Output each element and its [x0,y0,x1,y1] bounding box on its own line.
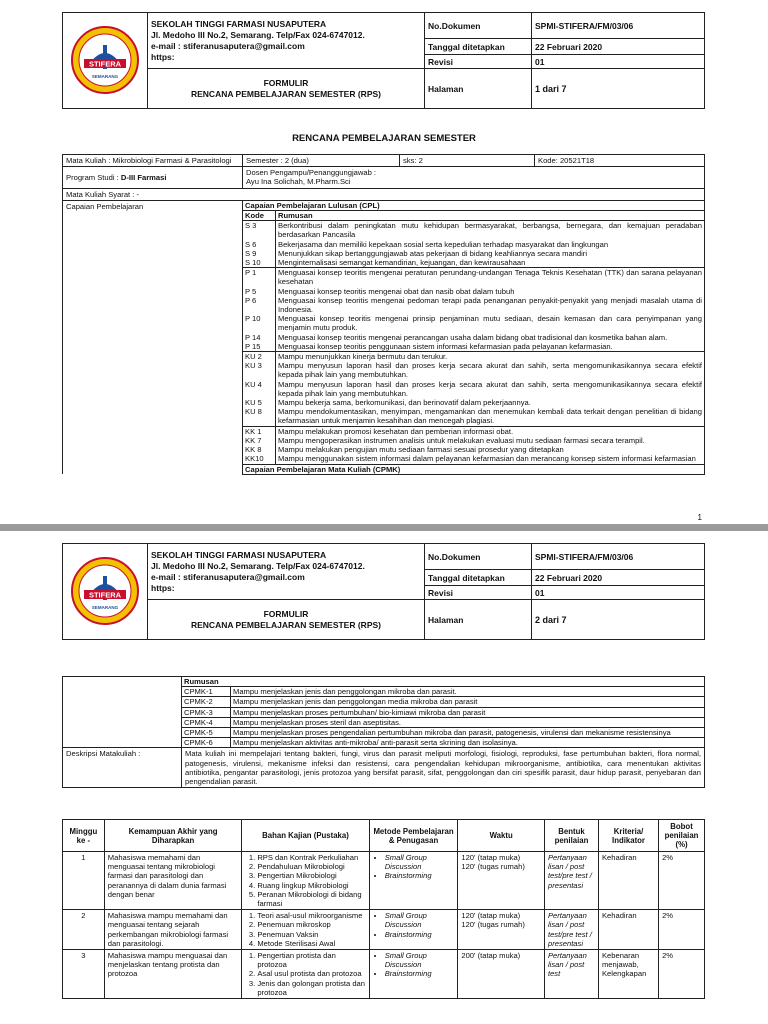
week-row [63,910,705,950]
document-page-2 [0,531,768,1024]
stifera-logo-icon [70,556,140,626]
cpl-row [243,445,704,454]
cpmk-text: Mampu menjelaskan proses steril dan aseptisitas. [231,717,705,727]
week-row [63,852,705,910]
cpmk-code: CPMK-2 [182,697,231,707]
cpl-text: Berkontribusi dalam peningkatan mutu kehidupan bermasyarakat, berbangsa, bernegara, dan kemajuan peradaban berdasarkan Pancasila [276,221,705,240]
cpmk-code: CPMK-4 [182,717,231,727]
week-number: 1 [63,852,105,910]
waktu-item: 200' (tatap muka) [461,951,521,961]
bahan-list [245,951,365,997]
cpl-code: KK 8 [243,445,276,454]
cpl-row [243,436,704,445]
capaian-label: Capaian Pembelajaran [63,200,243,474]
bahan-item: 4. Metode Sterilisasi Awal [257,939,365,948]
cpmk-text: Mampu menjelaskan proses pengendalian pertumbuhan mikroba dan parasit, patogenesis, virulensi dan mekanisme resistensinya [231,728,705,738]
cpl-code: P 15 [243,342,276,352]
cpmk-left-blank [63,677,182,748]
tanggal-value: 22 Februari 2020 [532,39,705,55]
form-subtitle: RENCANA PEMBELAJARAN SEMESTER (RPS) [190,619,381,630]
column-header: Bobot penilaian (%) [659,820,705,852]
cpl-code: P 14 [243,333,276,342]
no-dokumen-value: SPMI-STIFERA/FM/03/06 [532,13,705,39]
week-bobot: 2% [659,910,705,950]
document-header-2 [62,543,705,640]
form-subtitle: RENCANA PEMBELAJARAN SEMESTER (RPS) [190,88,381,99]
revisi-value: 01 [532,55,705,69]
cpl-text: Mampu bekerja sama, berkomunikasi, dan berinovatif dalam pekerjaannya. [278,398,531,408]
metode-item: • Small Group Discussion [385,911,455,929]
waktu-item: 120' (tugas rumah) [461,862,525,872]
week-waktu [458,852,545,910]
no-dokumen-label: No.Dokumen [425,544,532,570]
column-header: Metode Pembelajaran & Penugasan [369,820,458,852]
cpl-code: KK 7 [243,436,276,445]
waktu-item: 120' (tatap muka) [461,853,521,862]
no-dokumen-label: No.Dokumen [425,13,532,39]
week-waktu [458,950,545,999]
cpmk-code: CPMK-6 [182,738,231,748]
deskripsi-text: Mata kuliah ini mempelajari tentang bakteri, fungi, virus dan parasit meliputi morfologi, fisiologi, reproduksi, fase pertumbuhan bakteri, flora normal, patogenesis, virulensi, mekanisme infeksi dan resistensi, cara pengendalian kehidupan mikroorganisme, antibiotika, cara menentukan aktivitas antibiotika, pengantar parasitologi, jenis protozoa yang bersifat parasit, sifat, penggolongan dan ciri spesifik parasit, daur hidup parasit, penyebaran dan pengendalian parasit. [182,748,705,788]
course-info-table [62,154,705,475]
metode-item: • Brainstorming [385,871,455,880]
cpl-row [243,287,704,296]
cpl-code: KU 2 [243,352,276,362]
cpmk-code: CPMK-1 [182,687,231,697]
bahan-item: 4. Ruang lingkup Mikrobiologi [257,881,365,890]
cpl-code: KK 1 [243,426,276,436]
week-kriteria: Kehadiran [598,910,658,950]
cpl-row [243,398,704,407]
institution-logo-cell [63,13,148,109]
cpl-code: KU 4 [243,380,276,398]
syarat-cell: Mata Kuliah Syarat : - [63,188,705,200]
cpmk-text: Mampu menjelaskan jenis dan penggolongan mikroba dan parasit. [231,687,705,697]
cpl-text: Mampu melakukan pengujian mutu sediaan farmasi sesuai prosedur yang ditetapkan [278,445,564,455]
rps-title: RENCANA PEMBELAJARAN SEMESTER [292,133,476,144]
cpl-text: Bekerjasama dan memiliki kepekaan sosial serta kepedulian terhadap masyarakat dan lingkungan [278,239,609,249]
cpl-row [243,296,704,314]
cpl-text: Mampu melakukan promosi kesehatan dan pemberian informasi obat. [276,426,705,436]
cpl-code: KU 3 [243,361,276,379]
cpmk-row [182,707,704,717]
form-title: FORMULIR [263,608,309,619]
revisi-label: Revisi [425,55,532,69]
metode-item: • Small Group Discussion [385,951,455,969]
cpl-code: KK10 [243,454,276,464]
logo-city-text: SEMARANG [91,73,119,79]
cpmk-container [182,677,705,748]
institution-info [148,13,425,69]
bahan-item: 2. Asal usul protista dan protozoa [257,969,365,978]
week-kriteria: Kehadiran [598,852,658,910]
revisi-value: 01 [532,586,705,600]
kode-cell: Kode: 20521T18 [535,155,705,167]
cpl-code: S 3 [243,221,276,240]
mata-kuliah-value: : Mikrobiologi Farmasi & Parasitologi [108,156,232,165]
bahan-item: 3. Pengertian Mikrobiologi [257,871,365,880]
week-waktu [458,910,545,950]
halaman-label: Halaman [425,69,532,109]
cpl-code: P 6 [243,296,276,314]
document-header [62,12,705,109]
week-kemampuan: Mahasiswa mampu menguasai dan menjelaskan tentang protista dan protozoa [104,950,242,999]
column-header: Kemampuan Akhir yang Diharapkan [104,820,242,852]
institution-email: e-mail : stiferanusaputera@gmail.com [151,571,305,582]
column-header: Minggu ke - [63,820,105,852]
deskripsi-label: Deskripsi Matakuliah : [63,748,182,788]
cpl-text: Menguasai konsep teoritis mengenai peraturan perundang-undangan Tenaga Teknis Kesehatan (TTK) dan sarana pelayanan kesehatan [276,268,705,287]
column-header: Bentuk penilaian [544,820,598,852]
logo-name-text: STIFERA [88,59,122,68]
cpl-row [243,333,704,342]
cpmk-text: Mampu menjelaskan jenis dan penggolongan media mikroba dan parasit [231,697,705,707]
page-number: 1 [697,513,702,522]
dosen-label: Dosen Pengampu/Penanggungjawab : [246,168,377,178]
cpl-text: Mampu menggunakan sistem informasi dalam pelayanan kefarmasian dan merancang konsep sistem informasi kefarmasian [278,454,696,464]
cpl-row [243,240,704,249]
cpmk-table [182,677,704,747]
bahan-item: 2. Pendahuluan Mikrobiologi [257,862,365,871]
cpl-row [243,221,704,240]
sks-cell: sks: 2 [400,155,535,167]
cpl-row [243,342,704,352]
cpmk-rumusan-header: Rumusan [184,677,219,686]
week-bahan [242,852,369,910]
cpmk-row [182,687,704,697]
form-title-cell [148,69,425,109]
institution-address: Jl. Medoho III No.2, Semarang. Telp/Fax 024-6747012. [151,29,365,40]
dosen-cell [243,167,705,188]
institution-name: SEKOLAH TINGGI FARMASI NUSAPUTERA [151,549,327,560]
bahan-item: 3. Penemuan Vaksin [257,930,365,939]
cpl-code: S 9 [243,249,276,258]
week-bobot: 2% [659,950,705,999]
cpmk-code: CPMK-3 [182,707,231,717]
column-header: Bahan Kajian (Pustaka) [242,820,369,852]
rumusan-header: Rumusan [276,211,705,221]
cpl-text: Mampu menyusun laporan hasil dan proses kerja secara akurat dan sahih, serta mengomunikasikannya secara efektif kepada pihak lain yang membutuhkan. [278,379,702,398]
cpl-row [243,380,704,398]
week-metode [369,910,458,950]
cpl-code: P 10 [243,314,276,332]
week-metode [369,950,458,999]
institution-logo-cell-2 [63,544,148,640]
waktu-item: 120' (tatap muka) [461,911,521,921]
week-bentuk: Pertanyaan lisan / post test [544,950,598,999]
institution-name: SEKOLAH TINGGI FARMASI NUSAPUTERA [151,18,327,29]
week-bahan [242,910,369,950]
metode-list [373,911,455,939]
cpmk-description-table [62,676,705,788]
cpl-row [243,426,704,436]
form-title: FORMULIR [263,77,309,88]
logo-name-text: STIFERA [88,590,122,599]
cpl-text: Menguasai konsep teoritis mengenai pedoman terapi pada penanganan penyakit-penyakit yang menjadi masalah utama di Indonesia. [278,295,702,315]
cpl-row [243,268,704,287]
stifera-logo-icon [70,25,140,95]
cpl-row [243,407,704,426]
bahan-list [245,853,365,908]
institution-address: Jl. Medoho III No.2, Semarang. Telp/Fax 024-6747012. [151,560,365,571]
no-dokumen-value: SPMI-STIFERA/FM/03/06 [532,544,705,570]
cpmk-code: CPMK-5 [182,728,231,738]
institution-https: https: [151,51,175,62]
cpl-code: P 5 [243,287,276,296]
cpmk-row [182,738,704,748]
cpl-text: Menguasai konsep teoritis mengenai perancangan usaha dalam bidang obat tradisional dan kosmetika bahan alam. [278,332,668,342]
cpl-title: Capaian Pembelajaran Lulusan (CPL) [245,200,380,210]
cpmk-text: Mampu menjelaskan proses pertumbuhan/ bio-kimiawi mikroba dan parasit [231,707,705,717]
week-kemampuan: Mahasiswa memahami dan menguasai tentang mikrobiologi farmasi dan parasitologi dan peranannya di dalam dunia farmasi dengan benar [104,852,242,910]
cpmk-row [182,717,704,727]
metode-list [373,853,455,881]
bahan-list [245,911,365,948]
weekly-plan-table [62,819,705,999]
cpmk-row [182,728,704,738]
institution-info-2 [148,544,425,600]
prodi-label: Program Studi : [66,172,121,182]
week-number: 3 [63,950,105,999]
bahan-item: 1. Pengertian protista dan protozoa [257,951,365,969]
bahan-item: 2. Penemuan mikroskop [257,920,365,929]
tanggal-label: Tanggal ditetapkan [425,39,532,55]
metode-list [373,951,455,979]
cpl-row [243,352,704,362]
halaman-value: 1 dari 7 [532,69,705,109]
cpl-container [243,200,705,474]
metode-item: • Brainstorming [385,969,455,978]
bahan-item: 1. RPS dan Kontrak Perkuliahan [257,853,365,862]
mata-kuliah-cell [63,155,243,167]
cpl-row [243,258,704,268]
week-row [63,950,705,999]
cpmk-title: Capaian Pembelajaran Mata Kuliah (CPMK) [243,464,704,474]
cpl-row [243,361,704,379]
mata-kuliah-label: Mata Kuliah [66,156,107,165]
cpl-code: P 1 [243,268,276,287]
cpl-row [243,454,704,464]
cpmk-row [182,697,704,707]
cpl-text: Menunjukkan sikap bertanggungjawab atas pekerjaan di bidang keahliannya secara mandiri [278,248,588,258]
institution-email: e-mail : stiferanusaputera@gmail.com [151,40,305,51]
cpl-table [243,201,704,474]
cpmk-text: Mampu menjelaskan aktivitas anti-mikroba/ anti-parasit serta skrining dan isolasinya. [231,738,705,748]
cpl-text: Mampu mengoperasikan instrumen analisis untuk melakukan evaluasi mutu sediaan farmasi secara terampil. [278,435,645,445]
metode-item: • Small Group Discussion [385,853,455,871]
cpl-code: S 10 [243,258,276,268]
halaman-value: 2 dari 7 [532,600,705,640]
bahan-item: 5. Peranan Mikrobiologi di bidang farmasi [257,890,365,908]
cpl-text: Mampu menyusun laporan hasil dan proses kerja secara akurat dan sahih, serta mengomunikasikannya secara efektif kepada pihak lain yang membutuhkan. [278,361,702,380]
cpl-text: Menguasai konsep teoritis mengenai obat dan nasib obat dalam tubuh [278,286,515,296]
week-bahan [242,950,369,999]
tanggal-value: 22 Februari 2020 [532,570,705,586]
week-bobot: 2% [659,852,705,910]
halaman-label: Halaman [425,600,532,640]
cpl-row [243,314,704,332]
week-bentuk: Pertanyaan lisan / post test/pre test / presentasi [544,852,598,910]
tanggal-label: Tanggal ditetapkan [425,570,532,586]
waktu-item: 120' (tugas rumah) [461,920,525,930]
cpl-code: KU 8 [243,407,276,426]
week-number: 2 [63,910,105,950]
dosen-value: Ayu Ina Solichah, M.Pharm.Sci [246,177,351,187]
cpl-row [243,249,704,258]
institution-https: https: [151,582,175,593]
revisi-label: Revisi [425,586,532,600]
cpl-text: Menginternalisasi semangat kemandirian, kejuangan, dan kewirausahaan [278,258,526,268]
cpl-text: Mampu menunjukkan kinerja bermutu dan terukur. [276,352,705,362]
cpl-text: Menguasai konsep teoritis penggunaan sistem informasi kefarmasian pada pelayanan kefarmasian. [278,341,613,351]
week-metode [369,852,458,910]
form-title-cell [148,600,425,640]
prodi-cell [63,167,243,188]
column-header: Kriteria/ Indikator [598,820,658,852]
cpl-code: KU 5 [243,398,276,407]
cpl-text: Menguasai konsep teoritis mengenai prinsip penjaminan mutu sediaan, desain kemasan dan cara penyimpanan yang menjamin mutu produk. [278,314,702,333]
cpl-text: Mampu mendokumentasikan, menyimpan, mengamankan dan menemukan kembali data terkait dengan penelitian di bidang kefarmasian untuk menjamin kesahihan dan mencegah plagiasi. [278,407,702,426]
week-bentuk: Pertanyaan lisan / post test/pre test / presentasi [544,910,598,950]
bahan-item: 1. Teori asal-usul mikroorganisme [257,911,365,920]
column-header: Waktu [458,820,545,852]
logo-city-text: SEMARANG [91,604,119,610]
prodi-value: D-III Farmasi [120,172,167,182]
semester-cell: Semester : 2 (dua) [243,155,400,167]
metode-item: • Brainstorming [385,930,455,939]
week-kriteria: Kebenaran menjawab, Kelengkapan [598,950,658,999]
kode-header: Kode [243,211,276,221]
week-kemampuan: Mahasiswa mampu memahami dan menguasai tentang sejarah perkembangan mikrobiologi farmasi dan parasitologi. [104,910,242,950]
bahan-item: 3. Jenis dan golongan protista dan protozoa [257,979,365,997]
cpl-code: S 6 [243,240,276,249]
